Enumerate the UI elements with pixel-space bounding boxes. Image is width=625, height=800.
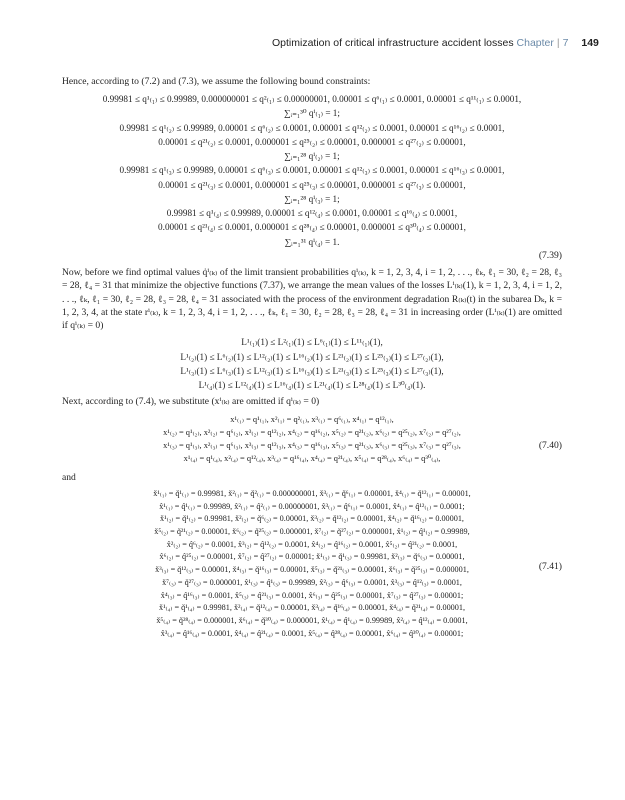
eq39-line: 0.99981 ≤ q¹₍₁₎ ≤ 0.99989, 0.000000001 ≤ q²₍₁₎ ≤ 0.00000001, 0.00001 ≤ q⁶₍₁₎ ≤ 0.0001, 0.00001 ≤ q¹¹₍₁₎ ≤ 0.0001, — [102, 94, 522, 105]
eq39-line: 0.99981 ≤ q¹₍₃₎ ≤ 0.99989, 0.00001 ≤ q⁶₍₃₎ ≤ 0.0001, 0.00001 ≤ q¹²₍₃₎ ≤ 0.0001, 0.00001 ≤ q¹⁶₍₃₎ ≤ 0.0001, — [119, 165, 505, 176]
eq41-line: x̂²₍₂₎ = q̂⁶₍₂₎ = 0.0001, x̂³₍₂₎ = q̂¹²₍₂₎ = 0.0001, x̂⁴₍₂₎ = q̂¹⁶₍₂₎ = 0.0001, x̂⁵₍₂₎ = q̂²¹₍₂₎ = 0.0001, — [166, 539, 458, 549]
eq39-line: ∑ᵢ₌₁²⁸ qⁱ₍₂₎ = 1; — [284, 151, 340, 162]
page-number: 149 — [581, 37, 599, 49]
eq41-line: x̂³₍₄₎ = q̂¹⁶₍₄₎ = 0.0001, x̂⁴₍₄₎ = q̂²¹₍₄₎ = 0.0001, x̂⁵₍₄₎ = q̂²⁸₍₄₎ = 0.00001, x̂⁶₍₄₎ = q̂³⁰₍₄₎ = 0.00001; — [160, 628, 464, 638]
equation-7-41 — [62, 488, 562, 640]
eq40-line: x¹₍₃₎ = q¹₍₃₎, x²₍₃₎ = q⁶₍₃₎, x³₍₃₎ = q¹²₍₃₎, x⁴₍₃₎ = q¹⁶₍₃₎, x⁵₍₃₎ = q²¹₍₃₎, x⁶₍₃₎ = q²⁵₍₃₎, x⁷₍₃₎ = q²⁷₍₃₎, — [163, 440, 461, 450]
order-line: L¹₍₁₎(1) ≤ L²₍₁₎(1) ≤ L⁶₍₁₎(1) ≤ L¹¹₍₁₎(1), — [241, 337, 383, 348]
eq39-number: (7.39) — [538, 249, 562, 261]
header-chapter-label: Chapter — [516, 37, 554, 49]
eq41-line: x̌⁵₍₂₎ = q̌²¹₍₂₎ = 0.00001, x̌⁶₍₂₎ = q̌²⁵₍₂₎ = 0.000001, x̌⁷₍₂₎ = q̌²⁷₍₂₎ = 0.000001, x̂¹₍₂₎ = q̂¹₍₂₎ = 0.99989, — [154, 527, 470, 537]
eq39-line: 0.99981 ≤ q¹₍₂₎ ≤ 0.99989, 0.00001 ≤ q⁶₍₂₎ ≤ 0.0001, 0.00001 ≤ q¹²₍₂₎ ≤ 0.0001, 0.00001 ≤ q¹⁶₍₂₎ ≤ 0.0001, — [119, 122, 505, 133]
order-line: L¹₍₂₎(1) ≤ L⁶₍₂₎(1) ≤ L¹²₍₂₎(1) ≤ L¹⁶₍₂₎(1) ≤ L²¹₍₂₎(1) ≤ L²⁵₍₂₎(1) ≤ L²⁷₍₂₎(1), — [180, 351, 444, 362]
eq41-line: x̂¹₍₁₎ = q̂¹₍₁₎ = 0.99989, x̂²₍₁₎ = q̂²₍₁₎ = 0.00000001, x̂³₍₁₎ = q̂⁶₍₁₎ = 0.0001, x̂⁴₍₁₎ = q̂¹²₍₁₎ = 0.0001; — [159, 501, 465, 511]
eq40-line: x¹₍₄₎ = q¹₍₄₎, x²₍₄₎ = q¹²₍₄₎, x³₍₄₎ = q¹⁶₍₄₎, x⁴₍₄₎ = q²¹₍₄₎, x⁵₍₄₎ = q²⁸₍₄₎, x⁶₍₄₎ = q³⁰₍₄₎, — [183, 453, 441, 463]
intro-paragraph: Hence, according to (7.2) and (7.3), we assume the following bound constraints: — [62, 76, 371, 87]
eq40-line: x¹₍₁₎ = q¹₍₁₎, x²₍₁₎ = q²₍₁₎, x³₍₁₎ = q⁶₍₁₎, x⁴₍₁₎ = q¹²₍₁₎, — [230, 414, 394, 424]
eq41-line: x̌¹₍₁₎ = q̌¹₍₁₎ = 0.99981, x̌²₍₁₎ = q̌²₍₁₎ = 0.000000001, x̌³₍₁₎ = q̌⁶₍₁₎ = 0.00001, x̌⁴₍₁₎ = q̌¹²₍₁₎ = 0.00001, — [153, 488, 471, 498]
paragraph-ordering: Now, before we find optimal values q̇ⁱ₍ₖ₎ of the limit transient probabilities qⁱ₍ₖ₎, k = 1, 2, 3, 4, i = 1, 2, . . ., ℓₖ, ℓ₁ = 30, ℓ₂ = 28, ℓ₃ = 28, ℓ₄ = 31 that minimize the objective functions (7.37), we arrange the mean values of the losses Lⁱ₍ₖ₎(1), k = 1, 2, 3, 4, i = 1, 2, . . ., ℓₖ, ℓ₁ = 30, ℓ₂ = 28, ℓ₃ = 28, ℓ₄ = 31 associated with the process of the environment degradation R₍ₖ₎(t) in the subarea Dₖ, k = 1, 2, 3, 4, at the state rⁱ₍ₖ₎, k = 1, 2, 3, 4, i = 1, 2, . . ., ℓₖ, ℓ₁ = 30, ℓ₂ = 28, ℓ₃ = 28, ℓ₄ = 31 in increasing order (Lⁱ₍ₖ₎(1) are omitted if qⁱ₍ₖ₎ = 0) — [62, 267, 562, 332]
eq41-line: x̂⁶₍₂₎ = q̂²⁵₍₂₎ = 0.00001, x̂⁷₍₂₎ = q̂²⁷₍₂₎ = 0.00001; x̌¹₍₃₎ = q̌¹₍₃₎ = 0.99981, x̌²₍₃₎ = q̌⁶₍₃₎ = 0.00001, — [159, 552, 465, 562]
eq39-line: 0.99981 ≤ q¹₍₄₎ ≤ 0.99989, 0.00001 ≤ q¹²₍₄₎ ≤ 0.0001, 0.00001 ≤ q¹⁶₍₄₎ ≤ 0.0001, — [166, 208, 458, 219]
header-chapter-number: 7 — [562, 37, 569, 49]
eq41-line: x̂⁴₍₃₎ = q̂¹⁶₍₃₎ = 0.0001, x̂⁵₍₃₎ = q̂²¹₍₃₎ = 0.0001, x̂⁶₍₃₎ = q̂²⁵₍₃₎ = 0.00001, x̂⁷₍₃₎ = q̂²⁷₍₃₎ = 0.00001; — [160, 590, 464, 600]
eq39-line: 0.00001 ≤ q²¹₍₃₎ ≤ 0.0001, 0.000001 ≤ q²⁵₍₃₎ ≤ 0.00001, 0.000001 ≤ q²⁷₍₃₎ ≤ 0.00001, — [158, 179, 466, 190]
and-text: and — [62, 471, 76, 483]
header-title: Optimization of critical infrastructure accident losses — [272, 37, 514, 49]
eq39-line: ∑ᵢ₌₁³¹ qⁱ₍₄₎ = 1. — [284, 236, 340, 247]
eq39-line: ∑ᵢ₌₁²⁸ qⁱ₍₃₎ = 1; — [284, 193, 340, 204]
paragraph-substitute: Next, according to (7.4), we substitute (xⁱ₍ₖ₎ are omitted if qⁱ₍ₖ₎ = 0) — [62, 396, 320, 408]
eq40-line: x¹₍₂₎ = q¹₍₂₎, x²₍₂₎ = q⁶₍₂₎, x³₍₂₎ = q¹²₍₂₎, x⁴₍₂₎ = q¹⁶₍₂₎, x⁵₍₂₎ = q²¹₍₂₎, x⁶₍₂₎ = q²⁵₍₂₎, x⁷₍₂₎ = q²⁷₍₂₎, — [163, 427, 461, 437]
eq41-number: (7.41) — [538, 560, 562, 572]
loss-ordering — [62, 335, 562, 392]
equation-7-39 — [62, 92, 562, 262]
eq39-line: 0.00001 ≤ q²¹₍₂₎ ≤ 0.0001, 0.000001 ≤ q²⁵₍₂₎ ≤ 0.00001, 0.000001 ≤ q²⁷₍₂₎ ≤ 0.00001, — [158, 136, 466, 147]
page-body — [62, 75, 562, 644]
eq39-line: 0.00001 ≤ q²¹₍₄₎ ≤ 0.0001, 0.000001 ≤ q²⁸₍₄₎ ≤ 0.00001, 0.000001 ≤ q³⁰₍₄₎ ≤ 0.00001, — [158, 222, 466, 233]
eq39-line: ∑ᵢ₌₁³⁰ qⁱ₍₁₎ = 1; — [284, 108, 340, 119]
eq41-line: x̌⁷₍₃₎ = q̌²⁷₍₃₎ = 0.000001, x̂¹₍₃₎ = q̂¹₍₃₎ = 0.99989, x̂²₍₃₎ = q̂⁶₍₃₎ = 0.0001, x̂³₍₃₎ = q̂¹²₍₃₎ = 0.0001, — [162, 577, 462, 587]
header-separator: | — [556, 37, 560, 49]
equation-7-40 — [62, 413, 562, 465]
running-header — [272, 37, 599, 49]
order-line: L¹₍₄₎(1) ≤ L¹²₍₄₎(1) ≤ L¹⁶₍₄₎(1) ≤ L²¹₍₄₎(1) ≤ L²⁸₍₄₎(1) ≤ L³⁰₍₄₎(1). — [198, 380, 426, 391]
order-line: L¹₍₃₎(1) ≤ L⁶₍₃₎(1) ≤ L¹²₍₃₎(1) ≤ L¹⁶₍₃₎(1) ≤ L²¹₍₃₎(1) ≤ L²⁵₍₃₎(1) ≤ L²⁷₍₃₎(1), — [180, 365, 444, 376]
eq41-line: x̌⁵₍₄₎ = q̌²⁸₍₄₎ = 0.000001, x̌⁶₍₄₎ = q̌³⁰₍₄₎ = 0.000001, x̂¹₍₄₎ = q̂¹₍₄₎ = 0.99989, x̂²₍₄₎ = q̂¹²₍₄₎ = 0.0001, — [156, 615, 468, 625]
eq41-line: x̌³₍₃₎ = q̌¹²₍₃₎ = 0.00001, x̌⁴₍₃₎ = q̌¹⁶₍₃₎ = 0.00001, x̌⁵₍₃₎ = q̌²¹₍₃₎ = 0.00001, x̌⁶₍₃₎ = q̌²⁵₍₃₎ = 0.000001, — [155, 565, 469, 575]
eq40-number: (7.40) — [538, 439, 562, 451]
eq41-line: x̌¹₍₂₎ = q̌¹₍₂₎ = 0.99981, x̌²₍₂₎ = q̌⁶₍₂₎ = 0.00001, x̌³₍₂₎ = q̌¹²₍₂₎ = 0.00001, x̌⁴₍₂₎ = q̌¹⁶₍₂₎ = 0.00001, — [160, 514, 464, 524]
eq41-line: x̌¹₍₄₎ = q̌¹₍₄₎ = 0.99981, x̌²₍₄₎ = q̌¹²₍₄₎ = 0.00001, x̌³₍₄₎ = q̌¹⁶₍₄₎ = 0.00001, x̌⁴₍₄₎ = q̌²¹₍₄₎ = 0.00001, — [158, 603, 466, 613]
